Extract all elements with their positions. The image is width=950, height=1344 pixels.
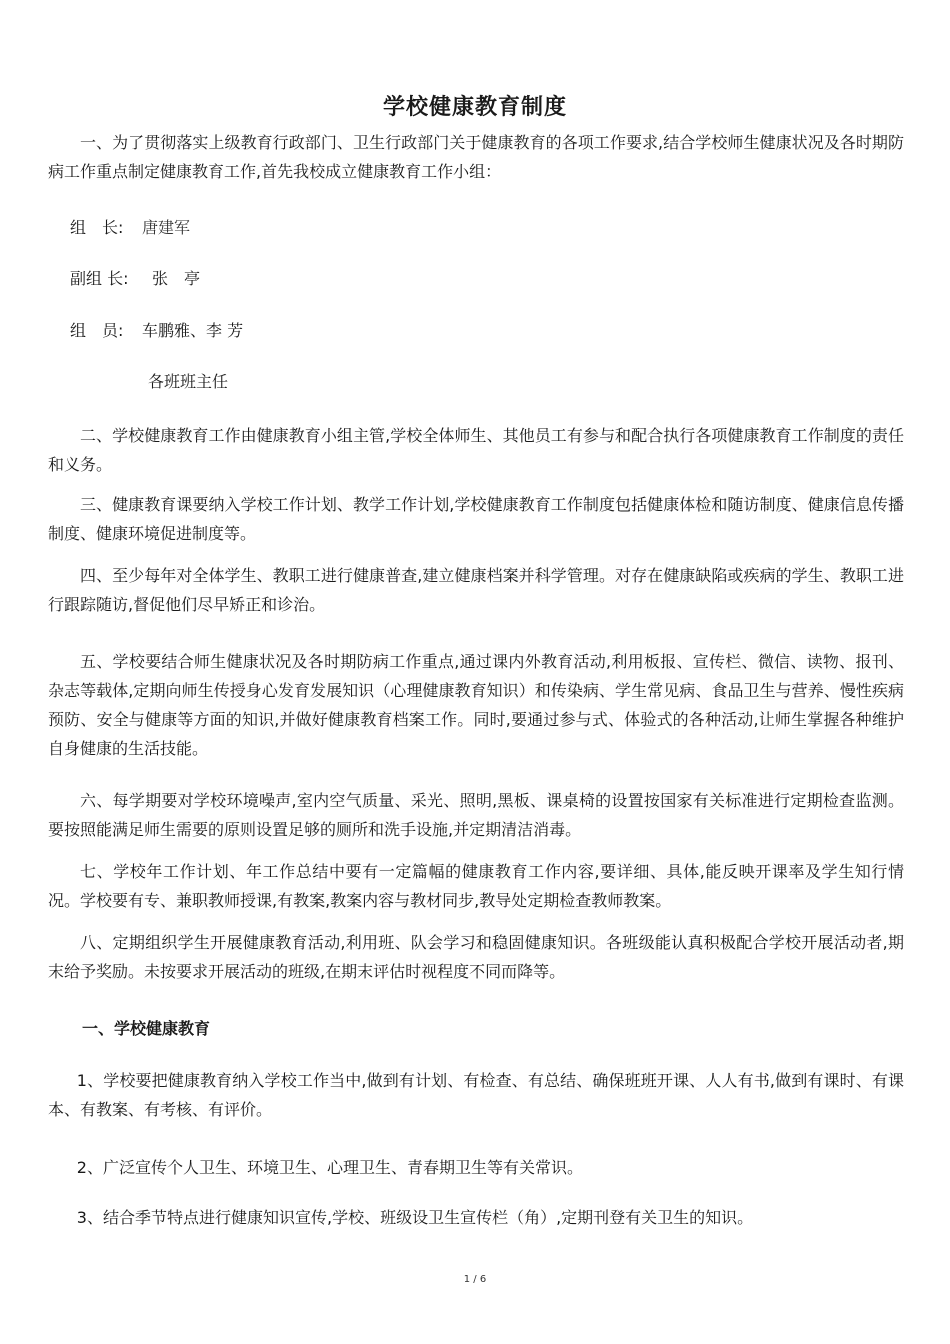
section-paragraph: 八、定期组织学生开展健康教育活动,利用班、队会学习和稳固健康知识。各班级能认真积极配合学校开展活动者,期末给予奖励。未按要求开展活动的班级,在期末评估时视程度不同而降等。: [48, 933, 904, 981]
subheading: 一、学校健康教育: [82, 1019, 211, 1038]
group-deputy-label: 副组 长:: [70, 269, 129, 288]
group-leader-name: 唐建军: [142, 218, 191, 237]
section-paragraph: 六、每学期要对学校环境噪声,室内空气质量、采光、照明,黑板、课桌椅的设置按国家有关标准进行定期检查监测。要按照能满足师生需要的原则设置足够的厕所和洗手设施,并定期清洁消毒。: [48, 791, 904, 839]
page-number: 1 / 6: [463, 1274, 487, 1285]
group-leader-label: 组 长:: [70, 218, 124, 237]
section-paragraph: 四、至少每年对全体学生、教职工进行健康普查,建立健康档案并科学管理。对存在健康缺陷或疾病的学生、教职工进行跟踪随访,督促他们尽早矫正和诊治。: [48, 566, 904, 614]
list-item: 3、结合季节特点进行健康知识宣传,学校、班级设卫生宣传栏（角）,定期刊登有关卫生的知识。: [76, 1208, 754, 1227]
group-deputy-name: 张 亭: [152, 269, 201, 288]
section-paragraph: 五、学校要结合师生健康状况及各时期防病工作重点,通过课内外教育活动,利用板报、宣传栏、微信、读物、报刊、杂志等载体,定期向师生传授身心发育发展知识（心理健康教育知识）和传染病、学生常见病、食品卫生与营养、慢性疾病预防、安全与健康等方面的知识,并做好健康教育档案工作。同时,要通过参与式、体验式的各种活动,让师生掌握各种维护自身健康的生活技能。: [48, 652, 904, 758]
group-members-names: 车鹏雅、李 芳: [142, 321, 244, 340]
intro-paragraph: 一、为了贯彻落实上级教育行政部门、卫生行政部门关于健康教育的各项工作要求,结合学校师生健康状况及各时期防病工作重点制定健康教育工作,首先我校成立健康教育工作小组：: [48, 133, 904, 181]
list-item: 2、广泛宣传个人卫生、环境卫生、心理卫生、青春期卫生等有关常识。: [76, 1158, 583, 1177]
list-item: 1、学校要把健康教育纳入学校工作当中,做到有计划、有检查、有总结、确保班班开课、人人有书,做到有课时、有课本、有教案、有考核、有评价。: [48, 1071, 904, 1119]
group-members-extra: 各班班主任: [148, 372, 229, 391]
section-paragraph: 二、学校健康教育工作由健康教育小组主管,学校全体师生、其他员工有参与和配合执行各项健康教育工作制度的责任和义务。: [48, 426, 904, 474]
document-title: 学校健康教育制度: [382, 95, 567, 120]
group-members-label: 组 员:: [70, 321, 124, 340]
section-paragraph: 七、学校年工作计划、年工作总结中要有一定篇幅的健康教育工作内容,要详细、具体,能反映开课率及学生知行情况。学校要有专、兼职教师授课,有教案,教案内容与教材同步,教导处定期检查教师教案。: [48, 862, 904, 910]
section-paragraph: 三、健康教育课要纳入学校工作计划、教学工作计划,学校健康教育工作制度包括健康体检和随访制度、健康信息传播制度、健康环境促进制度等。: [48, 495, 904, 543]
